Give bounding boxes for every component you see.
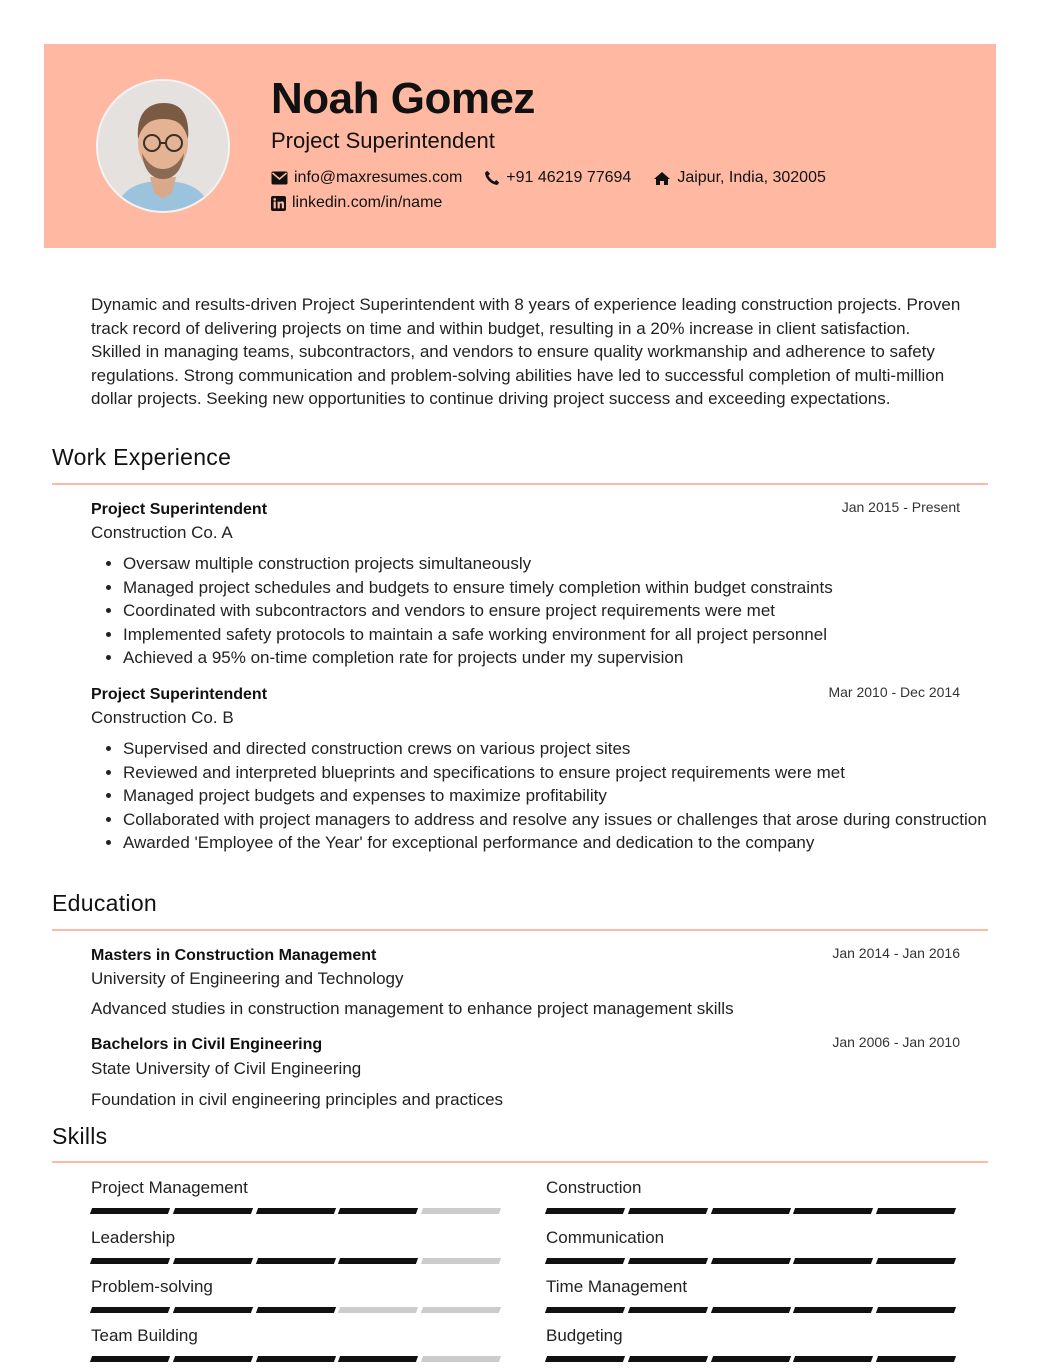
skill-rating [91, 1258, 505, 1264]
skill-bar-empty [421, 1258, 501, 1264]
degree-title: Bachelors in Civil Engineering [91, 1036, 323, 1053]
job-dates: Mar 2010 - Dec 2014 [828, 684, 960, 700]
skill-name: Team Building [91, 1326, 198, 1345]
skill-project-management [91, 1178, 505, 1214]
skill-name: Leadership [91, 1228, 176, 1247]
education-description: Advanced studies in construction management to enhance project management skills [91, 999, 734, 1018]
education-dates: Jan 2014 - Jan 2016 [832, 945, 960, 961]
section-divider [52, 1161, 988, 1163]
skill-bar-filled [711, 1356, 791, 1362]
skill-bar-filled [876, 1208, 956, 1214]
skill-bar-filled [793, 1258, 873, 1264]
resume-header [44, 44, 996, 248]
skill-time-management [546, 1277, 960, 1313]
skill-team-building [91, 1326, 505, 1362]
skill-name: Problem-solving [91, 1277, 213, 1296]
email-text: info@maxresumes.com [294, 169, 463, 186]
skill-bar-filled [256, 1307, 336, 1313]
skill-bar-empty [421, 1356, 501, 1362]
skill-bar-filled [876, 1307, 956, 1313]
skill-bar-filled [793, 1307, 873, 1313]
skill-bar-empty [421, 1307, 501, 1313]
job-title: Project Superintendent [91, 686, 268, 703]
list-item: • Oversaw multiple construction projects simultaneously [123, 552, 993, 576]
location-text: Jaipur, India, 302005 [677, 169, 826, 186]
phone-text: +91 46219 77694 [506, 169, 632, 186]
skill-bar-filled [173, 1356, 253, 1362]
candidate-title: Project Superintendent [271, 128, 495, 153]
skill-rating [91, 1307, 505, 1313]
skill-bar-filled [628, 1356, 708, 1362]
contact-phone[interactable] [484, 169, 631, 187]
skill-bar-filled [545, 1258, 625, 1264]
degree-title: Masters in Construction Management [91, 947, 377, 964]
envelope-icon [271, 171, 288, 185]
list-item: • Collaborated with project managers to address and resolve any issues or challenges that arose during construction [123, 808, 993, 832]
skill-bar-filled [256, 1356, 336, 1362]
skill-bar-filled [256, 1258, 336, 1264]
education-dates: Jan 2006 - Jan 2010 [832, 1034, 960, 1050]
skill-bar-filled [173, 1258, 253, 1264]
skill-bar-filled [173, 1307, 253, 1313]
skill-bar-filled [711, 1307, 791, 1313]
skill-rating [91, 1356, 505, 1362]
skill-bar-filled [876, 1258, 956, 1264]
contact-email[interactable] [271, 169, 462, 187]
skill-bar-filled [173, 1208, 253, 1214]
contact-location [653, 169, 826, 187]
skill-bar-filled [793, 1356, 873, 1362]
list-item: • Implemented safety protocols to maintain a safe working environment for all project personnel [123, 623, 993, 647]
skill-bar-empty [421, 1208, 501, 1214]
skill-bar-empty [338, 1307, 418, 1313]
summary-paragraph: Dynamic and results-driven Project Superintendent with 8 years of experience leading construction projects. Proven track record of delivering projects on time and within budget, resulting in a 20% increase in client satisfaction. Skilled in managing teams, subcontractors, and vendors to ensure quality workmanship and adherence to safety regulations. Strong communication and problem-solving abilities have led to successful completion of multi-million dollar projects. Seeking new opportunities to continue driving project success and exceeding expectations. [91, 295, 961, 408]
contact-row [271, 169, 848, 187]
skill-construction [546, 1178, 960, 1214]
skill-name: Construction [546, 1178, 642, 1197]
list-item: • Coordinated with subcontractors and vendors to ensure project requirements were met [123, 599, 993, 623]
skill-bar-filled [711, 1258, 791, 1264]
skill-bar-filled [628, 1258, 708, 1264]
home-icon [653, 171, 671, 186]
skill-bar-filled [256, 1208, 336, 1214]
phone-icon [484, 170, 500, 186]
skill-problem-solving [91, 1277, 505, 1313]
job-dates: Jan 2015 - Present [841, 499, 960, 515]
skill-rating [546, 1356, 960, 1362]
job-title: Project Superintendent [91, 501, 268, 518]
avatar [96, 79, 230, 213]
skill-rating [91, 1208, 505, 1214]
section-divider [52, 929, 988, 931]
list-item: • Reviewed and interpreted blueprints and specifications to ensure project requirements were met [123, 761, 993, 785]
skill-bar-filled [338, 1258, 418, 1264]
school-name: University of Engineering and Technology [91, 969, 404, 988]
skill-leadership [91, 1228, 505, 1264]
contact-row [271, 194, 464, 212]
job-company: Construction Co. B [91, 708, 234, 727]
school-name: State University of Civil Engineering [91, 1059, 362, 1078]
profile-photo-icon [98, 81, 228, 211]
skill-rating [546, 1307, 960, 1313]
job-bullets [91, 737, 993, 855]
skill-bar-filled [628, 1208, 708, 1214]
skill-bar-filled [793, 1208, 873, 1214]
linkedin-icon [271, 196, 286, 211]
education-description: Foundation in civil engineering principles and practices [91, 1090, 504, 1109]
skill-rating [546, 1258, 960, 1264]
skill-bar-filled [90, 1258, 170, 1264]
skill-name: Budgeting [546, 1326, 623, 1345]
list-item: • Achieved a 95% on-time completion rate for projects under my supervision [123, 646, 993, 670]
skill-bar-filled [338, 1208, 418, 1214]
skill-bar-filled [545, 1356, 625, 1362]
section-divider [52, 483, 988, 485]
skill-name: Communication [546, 1228, 665, 1247]
list-item: • Awarded 'Employee of the Year' for exceptional performance and dedication to the company [123, 831, 993, 855]
list-item: • Managed project schedules and budgets to ensure timely completion within budget constraints [123, 576, 993, 600]
skill-rating [546, 1208, 960, 1214]
skill-bar-filled [628, 1307, 708, 1313]
skill-bar-filled [90, 1208, 170, 1214]
skill-bar-filled [338, 1356, 418, 1362]
section-title-work-experience: Work Experience [52, 444, 232, 470]
skill-name: Time Management [546, 1277, 688, 1296]
list-item: • Managed project budgets and expenses to maximize profitability [123, 784, 993, 808]
skill-bar-filled [545, 1208, 625, 1214]
skill-budgeting [546, 1326, 960, 1362]
skill-bar-filled [711, 1208, 791, 1214]
section-title-education: Education [52, 890, 157, 916]
skill-bar-filled [876, 1356, 956, 1362]
skill-name: Project Management [91, 1178, 248, 1197]
section-title-skills: Skills [52, 1123, 108, 1149]
skill-communication [546, 1228, 960, 1264]
linkedin-text: linkedin.com/in/name [292, 194, 443, 211]
candidate-name: Noah Gomez [271, 74, 535, 123]
skill-bar-filled [545, 1307, 625, 1313]
list-item: • Supervised and directed construction crews on various project sites [123, 737, 993, 761]
skill-bar-filled [90, 1307, 170, 1313]
contact-linkedin[interactable] [271, 194, 442, 212]
skill-bar-filled [90, 1356, 170, 1362]
job-bullets [91, 552, 993, 670]
job-company: Construction Co. A [91, 523, 233, 542]
